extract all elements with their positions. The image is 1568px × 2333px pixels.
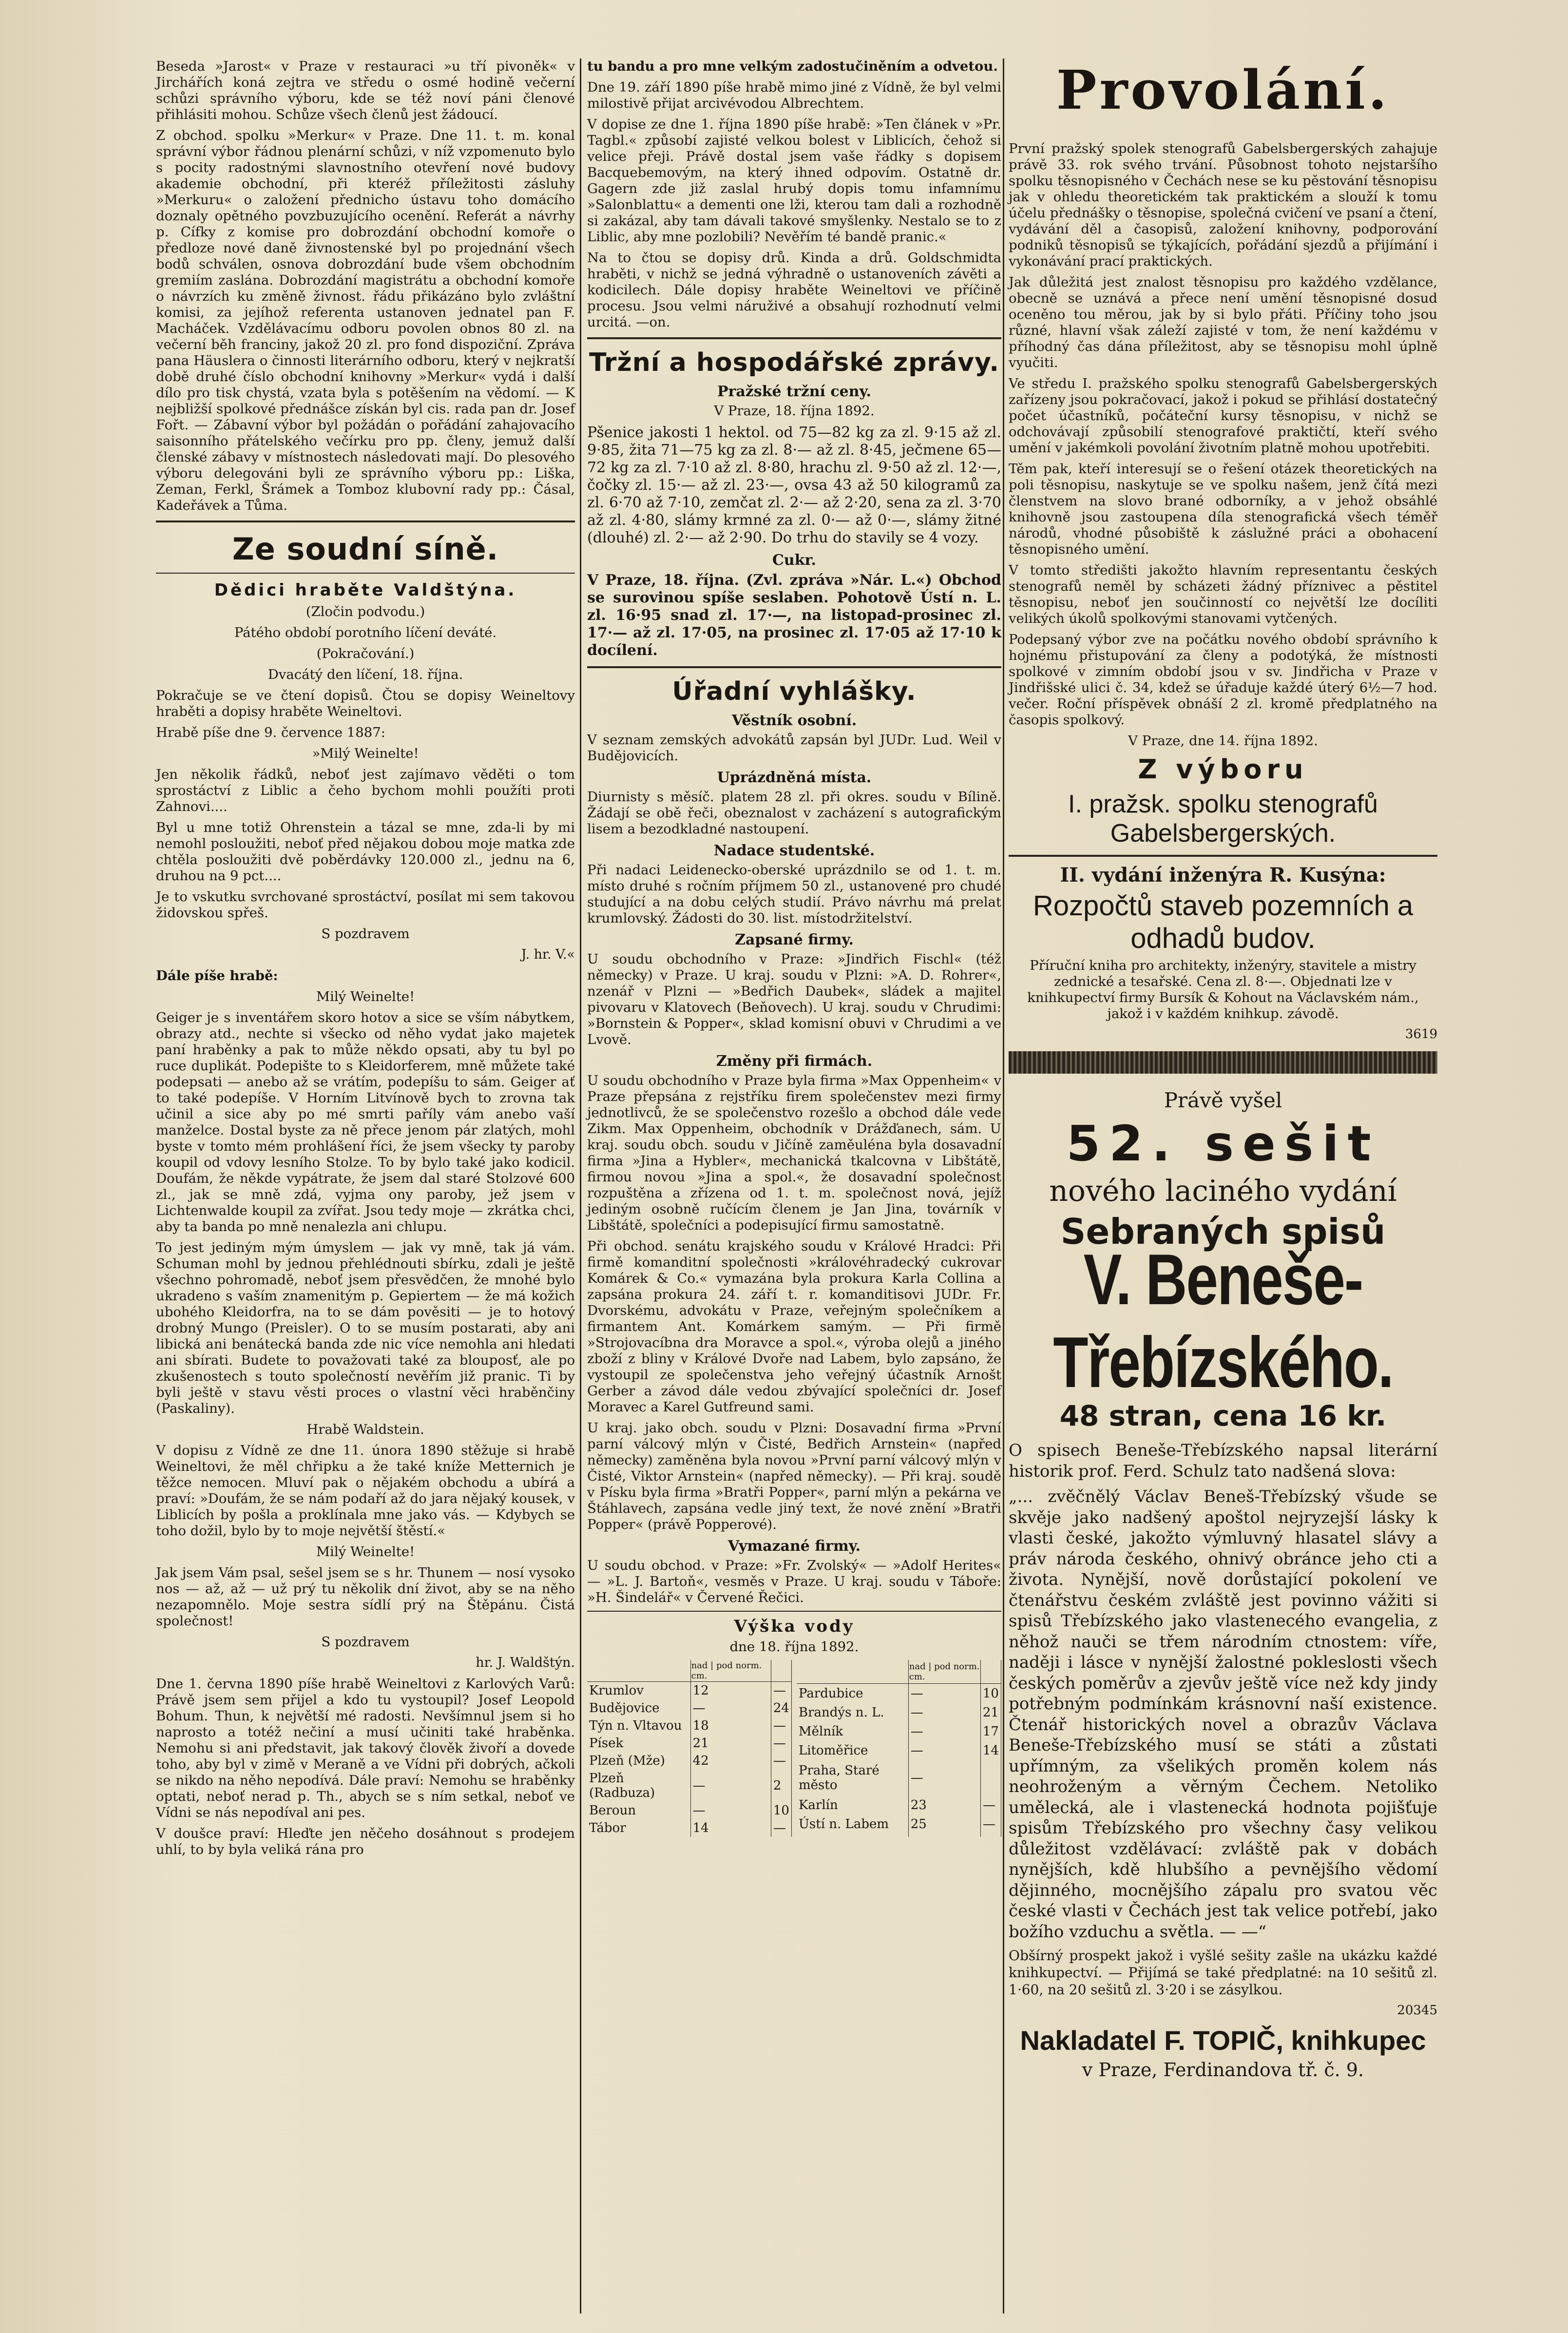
- ad-publisher: Nakladatel F. TOPIČ, knihkupec: [1020, 2025, 1426, 2056]
- ad-number: 3619: [1405, 1027, 1437, 1041]
- table-cell: 42: [690, 1752, 771, 1770]
- table-cell: Budějovice: [587, 1699, 690, 1717]
- table-cell: Brandýs n. L.: [797, 1703, 908, 1722]
- table-cell: —: [908, 1684, 980, 1703]
- table-row: [587, 1819, 792, 1837]
- table-cell: 10: [980, 1684, 1001, 1703]
- paragraph: V doušce praví: Hleďte jen něčeho dosáhnout s prodejem uhlí, to by byla veliká rána pro: [156, 1826, 575, 1857]
- table-cell: —: [771, 1735, 791, 1752]
- section-title: Tržní a hospodářské zprávy.: [589, 348, 999, 377]
- subsection-title: Věstník osobní.: [731, 712, 857, 729]
- closing: S pozdravem: [321, 1634, 410, 1650]
- ad-price: 48 stran, cena 16 kr.: [1059, 1399, 1387, 1432]
- table-cell: —: [908, 1760, 980, 1795]
- paragraph: V seznam zemských advokátů zapsán byl JUDr. Lud. Weil v Budějovicích.: [587, 732, 1001, 764]
- table-row: [797, 1760, 1001, 1795]
- paragraph: V dopisu z Vídně ze dne 11. února 1890 stěžuje si hrabě Weineltovi, že měl chřipku a že také kníže Metternich je těžce nemocen. Mluví pak o nějakém obchodu a ubírá a praví: »Doufám, že se nám podaří až do jara nějaký kousek, v Liblicích by pošla a proklínala mne jako vás. — Kdybych se toho dožil, bylo by to moje největší štěstí.«: [156, 1443, 575, 1539]
- section-title: Úřadní vyhlášky.: [672, 677, 917, 706]
- divider: [156, 521, 575, 522]
- paragraph: U soudu obchodního v Praze byla firma »Max Oppenheim« v Praze přepsána z rejstříku firem společenstev mezi firmy jednotlivců, že se společenstvo rozešlo a obchod dále vede Zikm. Max Oppenheim, obchodník v Drážďanech, sám. U kraj. soudu obch. soudu v Jičíně zaměuléna byla dosavadní firma »Jina a Hybler«, mechanická tkalcovna v Libštátě, firmou novou »Jina a spol.«, že dosavadní společnost rozpuštěna a zřízena od 1. t. m. společnost nová, jejíž jediným osobně ručícím členem je Jan Jina, továrník v Libštátě, společníci a podepisující firmu samostatně.: [587, 1073, 1001, 1233]
- column-left: [156, 58, 575, 2314]
- table-cell: Praha, Staré město: [797, 1760, 908, 1795]
- table-row: [797, 1741, 1001, 1760]
- table-cell: 23: [908, 1795, 980, 1814]
- article-subtitle: (Pokračování.): [316, 646, 415, 661]
- table-row: [587, 1802, 792, 1819]
- table-cell: 14: [690, 1819, 771, 1837]
- table-row: [587, 1717, 792, 1735]
- paragraph: Jak důležitá jest znalost těsnopisu pro každého vzdělance, obecně se uznává a přece není umění těsnopisné dosud oceněno tou měrou, jak by si bylo přáti. Příčiny toho jsou různé, hlavní však záleží zajisté v tom, že není každému v příhodný čas dána příležitost, aby se těsnopisu mohl úplně vyučiti.: [1009, 274, 1437, 370]
- paragraph: Podepsaný výbor zve na počátku nového období správního k hojnému přistupování za členy a podotýká, že místnosti spolkové v zimním období jsou v sv. Jindřicha v Praze v Jindřišské ulici č. 34, kdež se úřaduje každé úterý 6½—7 hod. večer. Roční příspěvek obnáší 2 zl. kromě předplatného na časopis spolkový.: [1009, 632, 1437, 728]
- paragraph: Z obchod. spolku »Merkur« v Praze. Dne 11. t. m. konal správní výbor řádnou plenární schůzi, v níž vzpomenuto bylo s pocity radostnými slavnostního otevření nové budovy akademie obchodní, při kteréž příležitosti zásluhy »Merkuru« o založení přednicho ústavu toho domácího doznaly opětného povzbuzujícího ocenění. Referát a návrhy p. Cífky z komise pro dobrozdání obchodní komoře o předloze nové daně živnostenské byl po projednání všech bodů schválen, osnova dobrozdání bude všem obchodním gremiím zaslána. Dobrozdání magistrátu a obchodní komoře o návrzích ku změně živnost. řádu přikázáno bylo zvláštní komisi, za jejíhož referenta ustanoven jednatel pan F. Macháček. Vzdělávacímu odboru povolen obnos 80 zl. na večerní běh franciny, jakož 20 zl. pro fond dispoziční. Zpráva pana Häuslera o činnosti literárního odboru, který v nejkratší době druhé číslo obchodní knihovny »Merkur« vydá i další dílo pro tisk chystá, vzata byla s potěšením na vědomí. — K nejbližší spolkové přednášce získán byl cis. rada pan dr. Josef Fořt. — Zábavní výbor byl požádán o pořádání zahajovacího saisonního přátelského večírku pro pp. členy, jemuž další členské zábavy v místnostech následovati mají. Do plesového výboru delegováni byli ze správního výboru pp.: Liška, Zeman, Ferkl, Šrámek a Tomboz klubovní rady pp.: Čásal, Kadeřávek a Tůma.: [156, 128, 575, 513]
- subsection-title: Nadace studentské.: [713, 842, 875, 859]
- paragraph: Při nadaci Leidenecko-oberské uprázdnilo se od 1. t. m. místo druhé s ročním příjmem 50 zl., ustanovené pro chudé studující a na dobu celých studií. Právo návrhu má prelat krumlovský. Žádosti do 30. list. místodržitelství.: [587, 862, 1001, 926]
- table-cell: Tábor: [587, 1819, 690, 1837]
- table-cell: 14: [980, 1741, 1001, 1760]
- table-cell: Písek: [587, 1735, 690, 1752]
- table-cell: [980, 1760, 1001, 1795]
- paragraph: V dopise ze dne 1. října 1890 píše hrabě: »Ten článek v »Pr. Tagbl.« způsobí zajisté velkou bolest v Liblicích, čehož si velice přeji. Právě dostal jsem vaše řádky s dopisem Bacquebemovým, na který ihned odpovím. Ostatně dr. Gagern zde již zaslal hrubý dopis tomu infamnímu »Salonblattu« a dementi one lži, kterou tam dali a rozhodně si zakázal, aby tam dávali takové smyšlenky. Nestalo se to z Liblic, aby mne pozlobili? Nevěřím té bandě pranic.«: [587, 116, 1001, 245]
- table-cell: —: [690, 1770, 771, 1802]
- table-cell: 24: [771, 1699, 791, 1717]
- table-cell: Krumlov: [587, 1682, 690, 1700]
- salutation: »Milý Weinelte!: [312, 746, 419, 761]
- table-cell: [908, 1833, 980, 1837]
- table-cell: —: [771, 1819, 791, 1837]
- paragraph: Byl u mne totiž Ohrenstein a tázal se mne, zda-li by mi nemohl posloužiti, neboť před nějakou dobou moje matka zde chtěla posloužiti dvě poběrdávky 120.000 zl., jednu na 6, druhou na 9 pct....: [156, 820, 575, 884]
- paragraph: „... zvěčnělý Václav Beneš-Třebízský všude se skvěje jako nadšený apoštol nejryzejší lásky k vlasti české, jakožto výmluvný hlasatel slávy a práv národa českého, ohnivý obránce jeho cti a života. Nynější, nově dorůstající pokolení ve čtenářstvu českém zvláště jest povinno vážiti si spisů Třebízského jako vlastenecého evangelia, z něhož nauči se třem národním ctnostem: víře, naději i lásce v nynější žalostné pokleslosti všech českých poměrův a zjevův ještě více než kdy jindy potřebným podmínkám krásnovní naší existence. Čtenář historických novel a obrazův Václava Beneše-Třebízského musí se státi a zůstati upřímným, za všelikých proměn kolem nás neohroženým a věrným Čechem. Netoliko umělecká, ale i vlastenecká hodnota pojišťuje spisům Třebízského pro všechny časy velikou důležitost vzdělávací: zvláště pak v dobách nynějších, kdě hlubšího a pevnějšího vědomí dějinného, mocnějšího zápalu pro svatou věc české vlasti v Čechách jest tak velice potřebí, jako božího vzduchu a světla. — —“: [1009, 1487, 1437, 1942]
- ad-heading: I. pražsk. spolku stenografů Gabelsbergerských.: [1068, 790, 1378, 848]
- ad-heading: II. vydání inženýra R. Kusýna:: [1060, 864, 1386, 887]
- paragraph: Hrabě píše dne 9. července 1887:: [156, 725, 385, 740]
- table-cell: Karlín: [797, 1795, 908, 1814]
- ad-title: Provolání.: [1056, 58, 1390, 121]
- paragraph: Pokračuje se ve čtení dopisů. Čtou se dopisy Weineltovy hraběti a dopisy hraběte Weineltovi.: [156, 688, 575, 719]
- table-cell: —: [980, 1795, 1001, 1814]
- paragraph: Při obchod. senátu krajského soudu v Králové Hradci: Při firmě komanditní společnosti »královéhradecký cukrovar Komárek & Co.« vymazána byla prokura Karla Collina a zapsána prokura 24. září t. r. komanditisovi JUDr. Fr. Dvorskému, advokátu v Praze, veřejným společníkem a firmantem Ant. Komárkem samým. — Při firmě »Strojovacíbna dra Moravce a spol.«, výroba olejů a jiného zboží z bliny v Králové Dvoře nad Labem, bylo zapsáno, že vystoupil ze společenstva jeho veřejný účastník Arnošt Gerber a závod dále vedou zbývající společníci dr. Josef Moravec a Karel Gutfreund sami.: [587, 1238, 1001, 1415]
- water-level-tables: [587, 1660, 1001, 1837]
- table-row: [587, 1699, 792, 1717]
- article-subtitle: (Zločin podvodu.): [306, 604, 425, 619]
- ornament-bar: [1009, 1051, 1437, 1074]
- paragraph: Geiger je s inventářem skoro hotov a sice se vším nábytkem, obrazy atd., nechte si všecko od něho vydat jako majetek paní hraběnky a pak to může někdo opsati, aby tu byl po ruce duplikát. Podepište to s Kleidorferem, mně můžete také podepsati — anebo až se vrátím, podepíšu to sám. Geiger ať to také podepíše. V Horním Litvínově bych to zrovna tak učinil a sice aby po mé smrti paříly vám anebo vaší manželce. Dostal byste za ně přece jenom pár zlatých, mohl byste v tomto mém prohlášení říci, že jsem všecky ty paroby koupil od vdovy lesního Stolze. To by bylo také jako kodicil. Doufám, že někde vypátrate, že jsem dal staré Stolzové 600 zl., jak se mně zdá, vyjma ony paroby, jež jsem v Lichtenwalde koupil za zvířat. Jsou tedy moje — zkrátka chci, aby ta banda po mně nenalezla ani chlupu.: [156, 1010, 575, 1234]
- paragraph: Příruční kniha pro architekty, inženýry, stavitele a mistry zednické a tesařské. Cena zl. 8·—. Objednati lze v knihkupectví firmy Bursík & Kohout na Václavském nám., jakož i v každém knihkup. závodě.: [1027, 958, 1419, 1022]
- salutation: Milý Weinelte!: [316, 989, 415, 1004]
- paragraph: U kraj. jako obch. soudu v Plzni: Dosavadní firma »První parní válcový mlýn v Čisté, Bedřich Arnstein« (napřed německy) zaměněna byla novou »První parní válcový mlýn v Čisté, Viktor Arnstein« (napřed německy). — Při kraj. soudě v Písku byla firma »Bratři Popper«, parní mlýn a pekárna ve Štáhlavech, zapsána vedle jiný text, že nové znění »Bratři Popper« (právě Popperové).: [587, 1420, 1001, 1532]
- table-cell: Beroun: [587, 1802, 690, 1819]
- table-cell: Litoměřice: [797, 1741, 908, 1760]
- ad-address: v Praze, Ferdinandova tř. č. 9.: [1082, 2059, 1364, 2081]
- ad-text: Právě vyšel: [1164, 1088, 1282, 1112]
- table-cell: Plzeň (Radbuza): [587, 1770, 690, 1802]
- dateline: V Praze, 18. října 1892.: [714, 403, 875, 419]
- ad-text: nového laciného vydání: [1049, 1174, 1397, 1208]
- paragraph: V Praze, 18. října. (Zvl. zpráva »Nár. L.«) Obchod se surovinou spíše seslaben. Pohotově Ústí n. L. zl. 16·95 snad zl. 17·—, na listopad-prosinec zl. 17·— až zl. 17·05, na prosinec zl. 17·05 až 17·10 k docílení.: [587, 572, 1001, 659]
- table-cell: —: [771, 1682, 791, 1700]
- paragraph: Dne 19. září 1890 píše hrabě mimo jiné z Vídně, že byl velmi milostivě přijat arcivévodou Albrechtem.: [587, 79, 1001, 111]
- paragraph: Těm pak, kteří interesují se o řešení otázek theoretických na poli těsnopisu, naskytuje se ve spolku našem, jenž čítá mezi členstvem na slovo brané odborníky, a v jehož obsáhlé knihovně jsou zastoupena díla stenografická všech téměř národů, vhodné působiště k záslužné práci a obohacení těsnopisného umění.: [1009, 461, 1437, 557]
- table-header: nad | pod norm. cm.: [908, 1660, 980, 1684]
- signature: hr. J. Waldštýn.: [476, 1655, 575, 1670]
- table-cell: —: [908, 1703, 980, 1722]
- subsection-title: Pražské tržní ceny.: [717, 383, 871, 400]
- article-subtitle: Dvacátý den líčení, 18. října.: [268, 667, 463, 682]
- subsection-title: Změny při firmách.: [716, 1053, 873, 1070]
- paragraph: Jak jsem Vám psal, sešel jsem se s hr. Thunem — nosí vysoko nos — až, až — už prý tu několik dní život, aby se na něho nezapomnělo. Moje sestra sídlí prý na Štěpánu. Čistá společnost!: [156, 1565, 575, 1629]
- ad-heading: Z výboru: [1138, 754, 1308, 785]
- paragraph: Dne 1. června 1890 píše hrabě Weineltovi z Karlových Varů: Právě jsem sem přijel a kdo tu vystoupil? Josef Leopold Bohum. Thun, k největší mé radosti. Nevšímnul jsem si ho naprosto a totéž nečiní a musí učiniti také hraběnka. Nemohu si ani představit, jak takový člověk živoří a dovede toho, aby byl v zimě v Meraně a ve Vídni při dobrých, ačkoli se nikdo na něho nepodívá. Dále praví: Nemohu se hraběnky optati, neboť nerad p. Th., abych se s ním setkal, neboť ve Vídni se nás nepodíval ani pes.: [156, 1676, 575, 1820]
- table-row: [797, 1722, 1001, 1741]
- table-cell: —: [908, 1722, 980, 1741]
- table-row: [797, 1833, 1001, 1837]
- table-row: [797, 1795, 1001, 1814]
- table-cell: [980, 1833, 1001, 1837]
- water-level-table-right: [797, 1660, 1001, 1837]
- table-cell: 2: [771, 1770, 791, 1802]
- column-rule: [580, 58, 581, 2314]
- dateline: dne 18. října 1892.: [729, 1639, 859, 1655]
- table-cell: 18: [690, 1717, 771, 1735]
- divider: [156, 573, 575, 574]
- table-cell: 17: [980, 1722, 1001, 1741]
- table-cell: 10: [771, 1802, 791, 1819]
- section-title: Ze soudní síně.: [232, 531, 499, 567]
- ad-quote: [1009, 1440, 1437, 2018]
- table-cell: Ústí n. Labem: [797, 1814, 908, 1833]
- table-row: [797, 1684, 1001, 1703]
- paragraph: Dále píše hrabě:: [156, 968, 278, 983]
- divider: [587, 666, 1001, 668]
- paragraph: tu bandu a pro mne velkým zadostučiněním a odvetou.: [587, 58, 998, 74]
- table-cell: —: [690, 1802, 771, 1819]
- table-header: nad | pod norm. cm.: [690, 1660, 771, 1682]
- salutation: Milý Weinelte!: [316, 1544, 415, 1560]
- ad-number: 20345: [1397, 2003, 1437, 2018]
- table-cell: —: [980, 1814, 1001, 1833]
- table-cell: Mělník: [797, 1722, 908, 1741]
- paragraph: Jen několik řádků, neboť jest zajímavo věděti o tom sprostáctví z Liblic a čeho bychom mohli použíti proti Zahnovi....: [156, 767, 575, 814]
- table-cell: [797, 1833, 908, 1837]
- table-cell: 21: [690, 1735, 771, 1752]
- paragraph: V tomto středišti jakožto hlavním representantu českých stenografů neměl by scházeti žádný příznivec a pěstitel těsnopisu, neboť jen součinností co největší lze docíliti velikých úkolů spolkovými stanovami vytčených.: [1009, 562, 1437, 626]
- divider: [587, 1611, 1001, 1612]
- paragraph: O spisech Beneše-Třebízského napsal literární historik prof. Ferd. Schulz tato nadšená slova:: [1009, 1441, 1437, 1481]
- table-cell: Plzeň (Mže): [587, 1752, 690, 1770]
- paragraph: Beseda »Jarost« v Praze v restauraci »u tří pivoněk« v Jirchářích koná zejtra ve středu o osmé hodině večerní schůzi správního výboru, kde se též noví páni členové přihlásiti mohou. Schůze všech členů jest žádoucí.: [156, 58, 575, 122]
- table-cell: —: [908, 1741, 980, 1760]
- dateline: V Praze, dne 14. října 1892.: [1128, 733, 1318, 749]
- water-level-table-left: [587, 1660, 792, 1837]
- table-row: [587, 1682, 792, 1700]
- paragraph: Obšírný prospekt jakož i vyšlé sešity zašle na ukázku každé knihkupectví. — Přijímá se také předplatné: na 10 sešitů zl. 1·60, na 20 sešitů zl. 3·20 i se zásylkou.: [1009, 1947, 1437, 1998]
- signature: Hrabě Waldstein.: [306, 1422, 424, 1437]
- article-subtitle: Pátého období porotního líčení deváté.: [234, 625, 497, 640]
- ad-heading: Sebraných spisů: [1060, 1211, 1386, 1252]
- table-cell: 12: [690, 1682, 771, 1700]
- table-cell: —: [690, 1699, 771, 1717]
- column-middle: [587, 58, 1001, 2314]
- subsection-title: Uprázdněná místa.: [717, 769, 872, 786]
- ad-heading: V. Beneše-Třebízského.: [1053, 1239, 1393, 1403]
- subsection-title: Výška vody: [734, 1617, 855, 1636]
- table-cell: Pardubice: [797, 1684, 908, 1703]
- signature: J. hr. V.«: [521, 947, 575, 962]
- subsection-title: Vymazané firmy.: [727, 1538, 861, 1555]
- divider: [587, 337, 1001, 339]
- table-cell: —: [771, 1717, 791, 1735]
- ad-heading: 52. sešit: [1066, 1115, 1380, 1172]
- table-cell: —: [771, 1752, 791, 1770]
- paragraph: U soudu obchodního v Praze: »Jindřich Fischl« (též německy) v Praze. U kraj. soudu v Plzni: »A. D. Rohrer«, nzenář v Plzni — »Bedřich Daubek«, sládek a majitel pivovaru v Klatovech (Beňovech). U kraj. soudu v Chrudimi: »Bornstein & Popper«, sklad komisní obuvi v Chrudimi a ve Lvově.: [587, 951, 1001, 1047]
- paragraph: Ve středu I. pražského spolku stenografů Gabelsbergerských zařízeny jsou pokračovací, jakož i pokud se přihlásí dostatečný počet účastníků, počáteční kursy těsnopisu, v nichž se odchovávají způsobilí stenografové praktičtí, kteří svého umění v jakémkoli povolání životním platně mohou upotřebiti.: [1009, 376, 1437, 456]
- subsection-title: Cukr.: [772, 552, 816, 569]
- paragraph: Pšenice jakosti 1 hektol. od 75—82 kg za zl. 9·15 až zl. 9·85, žita 71—75 kg za zl. 8·— až zl. 8·45, ječmene 65—72 kg za zl. 7·10 až zl. 8·80, hrachu zl. 9·50 až zl. 12·—, čočky zl. 15·— až zl. 23·—, ovsa 43 až 50 kilogramů za zl. 6·70 až 7·10, zemčat zl. 2·— až 2·20, sena za zl. 3·70 až zl. 4·80, slámy krmné za zl. 0·— až 0·—, slámy žitné (dlouhé) zl. 2·— až 2·90. Do trhu do stavily se 4 vozy.: [587, 424, 1001, 546]
- table-row: [587, 1752, 792, 1770]
- divider: [1009, 855, 1437, 857]
- ad-heading: Rozpočtů staveb pozemních a odhadů budov.: [1033, 890, 1414, 954]
- column-right: [1009, 58, 1437, 2314]
- paragraph: To jest jediným mým úmyslem — jak vy mně, tak já vám. Schuman mohl by jednou přehlédnouti sbírku, zdali je ještě všechno pohromadě, neboť jsem přesvědčen, že mnohé bylo ukradeno s vaším znamenitým p. Gepiertem — že má kožich ubohého Kleidorfra, na to se dám pověsiti — je to hotový drobný Mungo (Preisler). O to se musím postarati, aby ani libická ani benátecká banda zde nic více nemohla ani hledati ani sbírati. Budete to považovati také za blouposť, ale po zkušenostech s touto společností nevěřím již pranic. Ti by byli ještě v stavu věsti proces o vlastní věci hraběnčiny (Paskaliny).: [156, 1240, 575, 1416]
- closing: S pozdravem: [321, 926, 410, 942]
- table-row: [587, 1770, 792, 1802]
- table-cell: Týn n. Vltavou: [587, 1717, 690, 1735]
- paragraph: Diurnisty s měsíč. platem 28 zl. při okres. soudu v Bílině. Žádají se obě řeči, obeznalost v zacházení s autografickým lisem a bezodkladné nastoupení.: [587, 789, 1001, 837]
- table-row: [797, 1814, 1001, 1833]
- table-cell: 21: [980, 1703, 1001, 1722]
- paragraph: Je to vskutku svrchované sprostáctví, posílat mi sem takovou židovskou spřeš.: [156, 889, 575, 921]
- table-row: [797, 1703, 1001, 1722]
- subsection-title: Zapsané firmy.: [735, 931, 854, 948]
- article-title: Dědici hraběte Valdštýna.: [214, 580, 517, 600]
- column-rule: [1003, 58, 1004, 2314]
- paragraph: U soudu obchod. v Praze: »Fr. Zvolský« — »Adolf Herites« — »L. J. Bartoň«, vesměs v Praze. U kraj. soudu v Táboře: »H. Šindelář« v Červené Řečici.: [587, 1558, 1001, 1605]
- paragraph: První pražský spolek stenografů Gabelsbergerských zahajuje právě 33. rok svého trvání. Působnost tohoto nejstaršího spolku těsnopisného v Čechách nese se ku pěstování těsnopisu jak v ohledu theoretickém tak praktickém a slouží k tomu účelu přednášky o těsnopise, společná cvičení ve psaní a čtení, vydávání děl a časopisů, založení knihovny, podporování podniků těsnopisů se týkajících, pořádání sjezdů a přijímání i vykonávání prací praktických.: [1009, 141, 1437, 269]
- paragraph: Na to čtou se dopisy drů. Kinda a drů. Goldschmidta hraběti, v nichž se jedná výhradně o ustanoveních závěti a kodicilech. Dále dopisy hraběte Weineltovi ve příčině procesu. Jsou velmi náruživé a obsahují rozhodnutí velmi urcitá. —on.: [587, 250, 1001, 330]
- table-row: [587, 1735, 792, 1752]
- table-cell: 25: [908, 1814, 980, 1833]
